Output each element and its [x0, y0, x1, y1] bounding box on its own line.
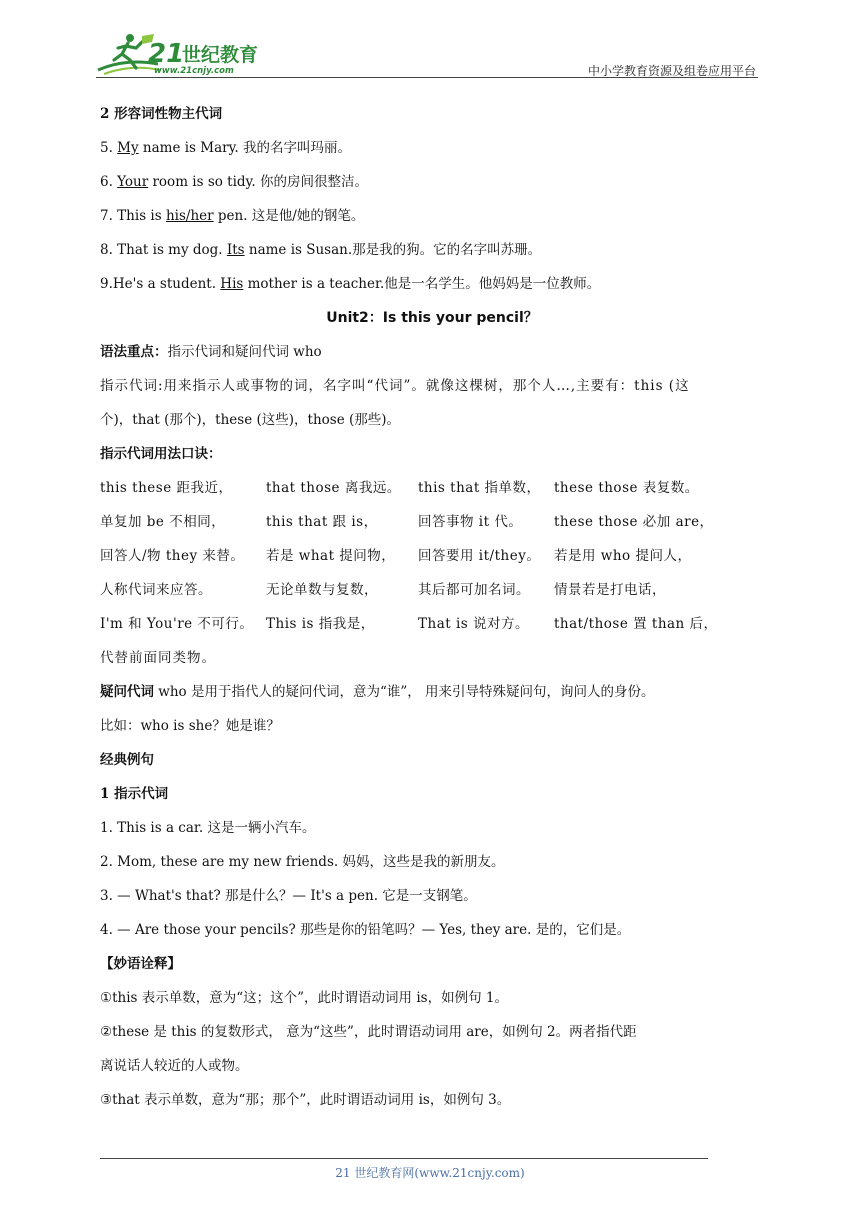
page-header: [96, 30, 758, 78]
rhyme-cell: 若是用 who 提问人，: [554, 548, 692, 564]
logo: [96, 30, 266, 76]
rhyme-cell: 人称代词来应答。: [100, 582, 212, 598]
example-8-key: Its: [226, 242, 245, 258]
example-sentence: 1. This is a car. 这是一辆小汽车。: [100, 820, 316, 836]
who-text: who 是用于指代人的疑问代词，意为“谁”， 用来引导特殊疑问句，询问人的身份。: [154, 684, 655, 700]
example-7-key: his/her: [165, 208, 214, 224]
rhyme-cell: 单复加 be 不相同，: [100, 514, 226, 530]
rhyme-cell: 回答人/物 they 来替。: [100, 548, 245, 564]
rhyme-cell: 回答事物 it 代。: [418, 514, 523, 530]
rhyme-cell: 若是 what 提问物，: [266, 548, 396, 564]
classic-examples-title: 经典例句: [100, 752, 154, 768]
example-sentence: 3. — What's that? 那是什么？— It's a pen. 它是一支钢笔。: [100, 888, 477, 904]
who-example: 比如：who is she？她是谁？: [100, 718, 280, 734]
grammar-text: 指示代词和疑问代词 who: [167, 344, 322, 360]
demonstrative-definition-1: 指示代词:用来指示人或事物的词，名字叫“代词”。就像这棵树，那个人…,主要有：this (这: [100, 378, 690, 394]
example-9-key: His: [220, 276, 244, 292]
who-label: 疑问代词: [100, 684, 154, 700]
explain-line: ①this 表示单数，意为“这；这个”，此时谓语动词用 is，如例句 1。: [100, 990, 508, 1006]
example-7-rest: pen. 这是他/她的钢笔。: [213, 208, 365, 224]
example-5: [100, 138, 351, 158]
footer-divider: [100, 1158, 708, 1159]
example-5-rest: name is Mary. 我的名字叫玛丽。: [138, 140, 352, 156]
rhyme-cell: this that 跟 is，: [266, 514, 378, 530]
example-sentence: 4. — Are those your pencils? 那些是你的铅笔吗？— Yes, they are. 是的，它们是。: [100, 922, 631, 938]
rhyme-cell: I'm 和 You're 不可行。: [100, 616, 254, 632]
svg-text:www.21cnjy.com: www.21cnjy.com: [154, 66, 234, 76]
example-8-pre: 8. That is my dog.: [100, 242, 227, 258]
rhyme-cell: these those 必加 are，: [554, 514, 714, 530]
footer-link[interactable]: 21 世纪教育网(www.21cnjy.com): [335, 1166, 525, 1180]
grammar-label: 语法重点：: [100, 344, 168, 360]
logo-runner-icon: [96, 30, 266, 76]
demonstrative-subtitle: 1 指示代词: [100, 786, 169, 802]
rhyme-cell: this these 距我近，: [100, 480, 233, 496]
who-definition: [100, 682, 655, 702]
grammar-focus: [100, 342, 322, 362]
rhyme-cell: these those 表复数。: [554, 480, 699, 496]
rhyme-cell: 其后都可加名词。: [418, 582, 530, 598]
example-8-rest: name is Susan.那是我的狗。它的名字叫苏珊。: [244, 242, 542, 258]
section-title-possessive: 2 形容词性物主代词: [100, 106, 223, 122]
example-9-pre: 9.He's a student.: [100, 276, 221, 292]
example-9-rest: mother is a teacher.他是一名学生。他妈妈是一位教师。: [243, 276, 601, 292]
rhyme-cell: 回答要用 it/they。: [418, 548, 541, 564]
unit-heading: Unit2：Is this your pencil？: [326, 310, 538, 326]
example-sentence: 2. Mom, these are my new friends. 妈妈，这些是我的新朋友。: [100, 854, 505, 870]
rhyme-title: 指示代词用法口诀：: [100, 446, 222, 462]
rhyme-cell: 无论单数与复数，: [266, 582, 378, 598]
platform-name: 中小学教育资源及组卷应用平台: [587, 64, 756, 78]
rhyme-cell: this that 指单数，: [418, 480, 541, 496]
rhyme-cell: that/those 置 than 后，: [554, 616, 718, 632]
example-5-key: My: [117, 140, 139, 156]
example-6: [100, 172, 368, 192]
header-divider: [96, 77, 758, 78]
rhyme-cell: This is 指我是，: [266, 616, 375, 632]
rhyme-last-line: 代替前面同类物。: [100, 650, 216, 666]
explain-line: 离说话人较近的人或物。: [100, 1058, 249, 1074]
rhyme-cell: 情景若是打电话，: [554, 582, 666, 598]
example-6-key: Your: [117, 174, 149, 190]
example-7-pre: 7. This is: [100, 208, 166, 224]
explain-title: 【妙语诠释】: [100, 956, 181, 972]
rhyme-cell: That is 说对方。: [418, 616, 530, 632]
explain-line: ②these 是 this 的复数形式， 意为“这些”，此时谓语动词用 are，如例句 2。两者指代距: [100, 1024, 637, 1040]
example-9: [100, 274, 600, 294]
example-8: [100, 240, 541, 260]
svg-text:21: 21: [148, 39, 185, 69]
rhyme-cell: that those 离我远。: [266, 480, 401, 496]
example-7: [100, 206, 364, 226]
example-6-num: 6.: [100, 174, 118, 190]
example-5-num: 5.: [100, 140, 118, 156]
explain-line: ③that 表示单数，意为“那；那个”，此时谓语动词用 is，如例句 3。: [100, 1092, 511, 1108]
svg-text:世纪教育: 世纪教育: [182, 44, 259, 66]
demonstrative-definition-2: 个)，that (那个)，these (这些)，those (那些)。: [100, 412, 401, 428]
example-6-rest: room is so tidy. 你的房间很整洁。: [148, 174, 368, 190]
